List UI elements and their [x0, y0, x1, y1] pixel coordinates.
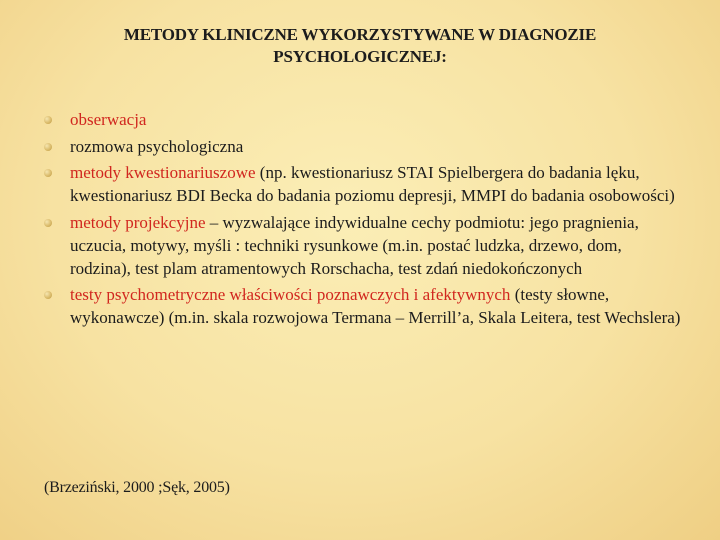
title-line-1: METODY KLINICZNE WYKORZYSTYWANE W DIAGNOZIE [123, 25, 597, 44]
bullet-dot-icon [44, 291, 52, 299]
bullet-text: – wyzwalające indywidualne cechy podmiotu: jego pragnienia, uczucia, motywy, myśli : techniki rysunkowe (m.in. postać ludzka, drzewo, dom, rodzina), test plam atramentowych Rorschacha, test zdań niedokończonych [70, 212, 639, 278]
bullet-item [44, 211, 684, 280]
bullet-highlight: metody kwestionariuszowe [70, 163, 256, 182]
source-citation: (Brzeziński, 2000 ;Sęk, 2005) [44, 479, 230, 496]
bullet-item [44, 108, 684, 131]
bullet-item [44, 283, 684, 329]
bullet-text: (np. kwestionariusz STAI Spielbergera do badania lęku, kwestionariusz BDI Becka do badania poziomu depresji, MMPI do badania osobowości) [70, 163, 675, 205]
bullet-item [44, 161, 684, 207]
bullet-dot-icon [44, 143, 52, 151]
bullet-item [44, 135, 684, 158]
bullet-highlight: testy psychometryczne właściwości poznawczych i afektywnych [70, 285, 511, 304]
slide-title [60, 24, 660, 68]
bullet-text: rozmowa psychologiczna [70, 136, 244, 156]
bullet-list [44, 108, 684, 333]
bullet-highlight: metody projekcyjne [70, 212, 206, 232]
bullet-dot-icon [44, 116, 52, 124]
bullet-text: (testy słowne, wykonawcze) (m.in. skala rozwojowa Termana – Merrill’a, Skala Leitera, test Wechslera) [70, 285, 681, 327]
bullet-dot-icon [44, 169, 52, 177]
title-line-2: PSYCHOLOGICZNEJ: [273, 47, 447, 66]
bullet-highlight: obserwacja [70, 110, 147, 129]
bullet-dot-icon [44, 219, 52, 227]
